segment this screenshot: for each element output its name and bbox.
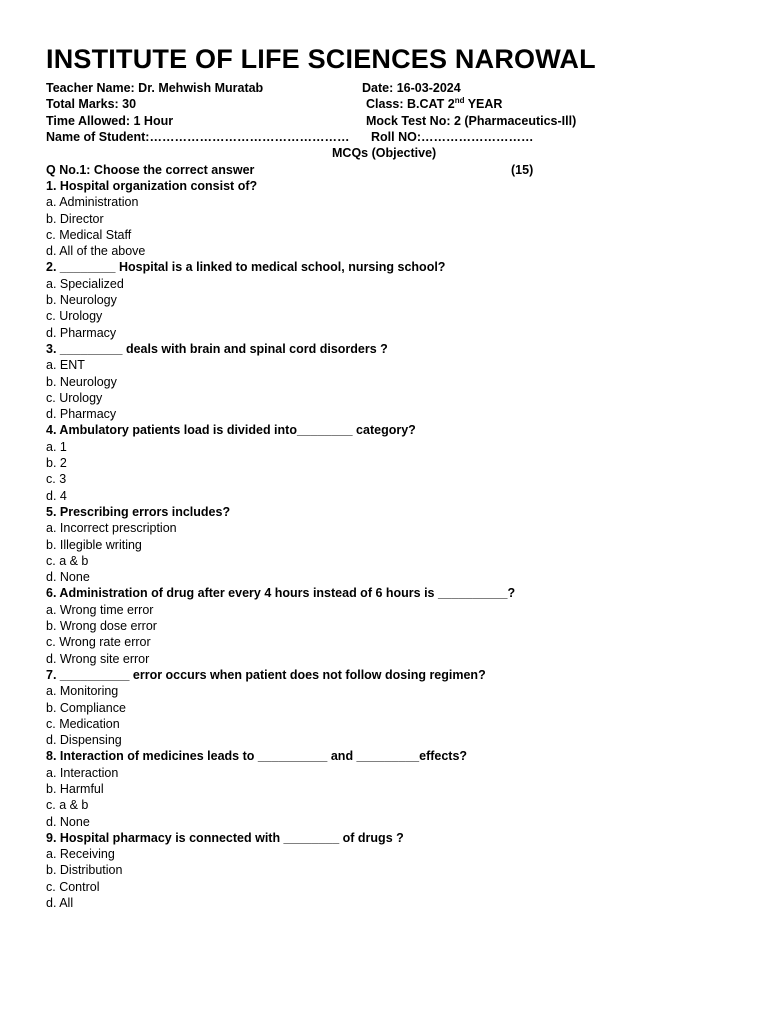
answer-option: d. Wrong site error — [46, 651, 150, 666]
question-block — [46, 830, 726, 911]
question-text: 6. Administration of drug after every 4 hours instead of 6 hours is __________? — [46, 586, 516, 601]
answer-option: a. Monitoring — [46, 684, 119, 699]
answer-option: b. Harmful — [46, 781, 104, 796]
question-block — [46, 259, 726, 340]
time-allowed: Time Allowed: 1 Hour — [46, 114, 174, 128]
answer-option: a. Specialized — [46, 276, 124, 291]
class-suffix: YEAR — [464, 97, 503, 111]
answer-option: b. 2 — [46, 456, 67, 471]
question-instruction: Q No.1: Choose the correct answer — [46, 163, 255, 177]
answer-option: a. 1 — [46, 439, 67, 454]
question-text: 7. __________ error occurs when patient does not follow dosing regimen? — [46, 667, 486, 682]
question-text: 9. Hospital pharmacy is connected with ________ of drugs ? — [46, 830, 404, 845]
student-name-field: Name of Student:………………………………………… — [46, 130, 350, 144]
teacher-name: Teacher Name: Dr. Mehwish Muratab — [46, 81, 264, 95]
answer-option: b. Wrong dose error — [46, 619, 157, 634]
question-block — [46, 504, 726, 585]
question-text: 5. Prescribing errors includes? — [46, 504, 231, 519]
question-block — [46, 422, 726, 503]
class-superscript: nd — [454, 95, 465, 105]
question-block — [46, 667, 726, 748]
answer-option: a. Receiving — [46, 847, 115, 862]
answer-option: c. Medication — [46, 716, 120, 731]
question-block — [46, 341, 726, 422]
total-marks: Total Marks: 30 — [46, 97, 137, 111]
answer-option: c. 3 — [46, 472, 67, 487]
question-text: 1. Hospital organization consist of? — [46, 179, 258, 193]
answer-option: d. Pharmacy — [46, 407, 117, 422]
answer-option: c. Wrong rate error — [46, 635, 151, 650]
answer-option: c. Medical Staff — [46, 227, 132, 242]
answer-option: c. Control — [46, 879, 100, 894]
answer-option: a. ENT — [46, 358, 85, 373]
answer-option: d. All — [46, 896, 74, 911]
answer-option: b. Director — [46, 211, 104, 226]
document-title: INSTITUTE OF LIFE SCIENCES NAROWAL — [46, 44, 596, 74]
roll-number-field: Roll NO:……………………… — [371, 130, 534, 144]
answer-option: c. Urology — [46, 390, 103, 405]
answer-option: b. Distribution — [46, 863, 123, 878]
question-block — [46, 178, 726, 259]
answer-option: c. Urology — [46, 309, 103, 324]
answer-option: d. Pharmacy — [46, 325, 117, 340]
answer-option: d. Dispensing — [46, 733, 122, 748]
answer-option: c. a & b — [46, 553, 89, 568]
answer-option: c. a & b — [46, 798, 89, 813]
answer-option: b. Neurology — [46, 293, 117, 308]
answer-option: d. All of the above — [46, 244, 146, 259]
mock-test-info: Mock Test No: 2 (Pharmaceutics-Ill) — [366, 114, 577, 128]
question-text: 8. Interaction of medicines leads to __________ and _________effects? — [46, 749, 468, 764]
section-heading: MCQs (Objective) — [332, 146, 437, 160]
question-text: 2. ________ Hospital is a linked to medical school, nursing school? — [46, 260, 446, 275]
answer-option: a. Wrong time error — [46, 602, 154, 617]
answer-option: b. Illegible writing — [46, 537, 142, 552]
exam-date: Date: 16-03-2024 — [362, 81, 461, 95]
question-block — [46, 748, 726, 829]
question-text: 3. _________ deals with brain and spinal cord disorders ? — [46, 341, 388, 356]
answer-option: a. Interaction — [46, 765, 119, 780]
answer-option: b. Neurology — [46, 374, 117, 389]
class-prefix: Class: B.CAT 2 — [366, 97, 455, 111]
answer-option: a. Incorrect prescription — [46, 521, 177, 536]
answer-option: d. 4 — [46, 488, 67, 503]
question-block — [46, 585, 726, 666]
question-text: 4. Ambulatory patients load is divided into________ category? — [46, 423, 416, 438]
answer-option: d. None — [46, 570, 90, 585]
class-info — [366, 96, 502, 112]
section-marks: (15) — [511, 163, 534, 177]
answer-option: d. None — [46, 814, 90, 829]
question-list — [46, 178, 726, 911]
answer-option: a. Administration — [46, 195, 139, 210]
answer-option: b. Compliance — [46, 700, 126, 715]
